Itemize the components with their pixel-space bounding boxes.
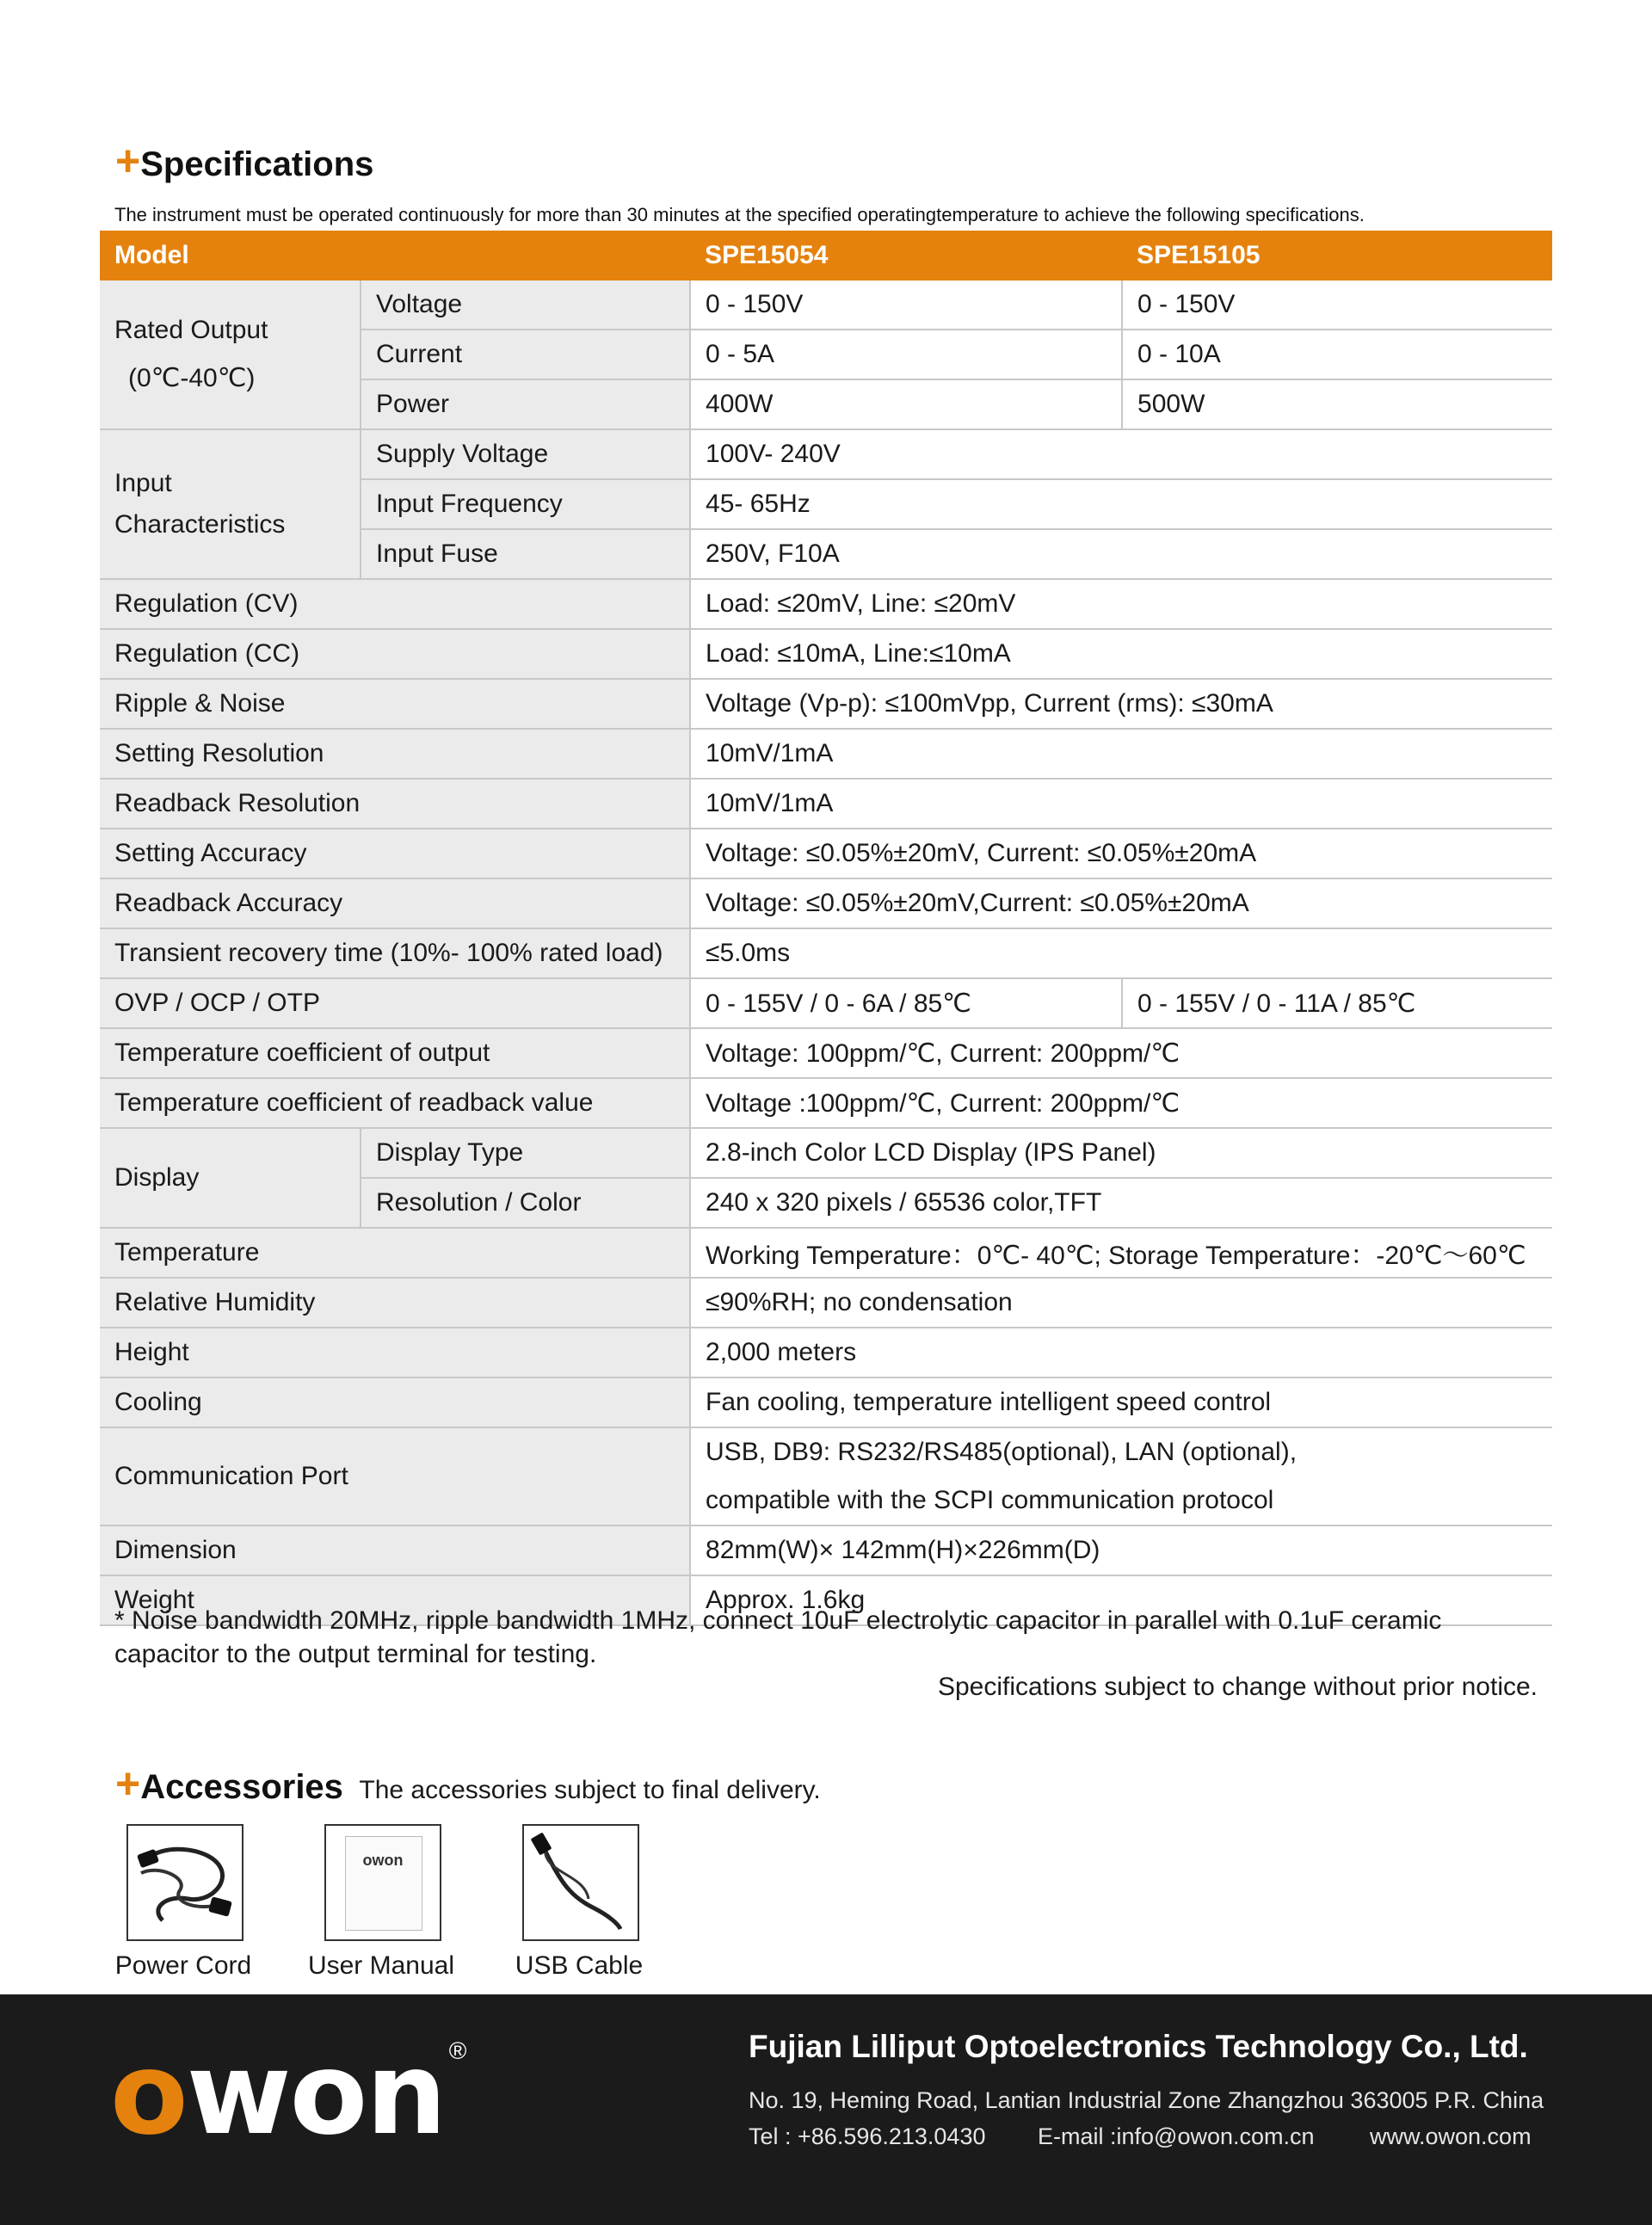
table-row <box>100 1378 1552 1427</box>
table-row <box>100 1328 1552 1378</box>
row-value: ≤90%RH; no condensation <box>690 1278 1552 1328</box>
table-header-row <box>100 231 1552 280</box>
owon-logo-text: owon <box>110 2028 446 2160</box>
row-label: Temperature <box>100 1228 690 1278</box>
supply-voltage-label: Supply Voltage <box>361 429 690 479</box>
input-fuse-label: Input Fuse <box>361 529 690 579</box>
voltage-value-1: 0 - 150V <box>690 280 1122 330</box>
row-label: Temperature coefficient of readback value <box>100 1078 690 1128</box>
rated-output-label-line2: (0℃-40℃) <box>128 364 256 392</box>
row-label: Temperature coefficient of output <box>100 1028 690 1078</box>
header-model-1: SPE15054 <box>690 231 1122 280</box>
specs-heading <box>115 136 373 186</box>
input-frequency-value: 45- 65Hz <box>690 479 1552 529</box>
company-address: No. 19, Heming Road, Lantian Industrial Zone Zhangzhou 363005 P.R. China <box>749 2087 1544 2113</box>
current-value-1: 0 - 5A <box>690 330 1122 379</box>
row-value: Load: ≤20mV, Line: ≤20mV <box>690 579 1552 629</box>
header-model: Model <box>100 231 690 280</box>
protection-value-1: 0 - 155V / 0 - 6A / 85℃ <box>690 978 1122 1028</box>
voltage-label: Voltage <box>361 280 690 330</box>
table-row <box>100 829 1552 878</box>
rated-output-label-line1: Rated Output <box>114 316 268 344</box>
table-row <box>100 629 1552 679</box>
row-value: 2,000 meters <box>690 1328 1552 1378</box>
specs-note: The instrument must be operated continuously for more than 30 minutes at the specified operatingtemperature to achieve the following specifications. <box>114 204 1365 225</box>
input-label <box>100 429 361 579</box>
user-manual-icon <box>324 1824 441 1941</box>
table-row <box>100 1028 1552 1078</box>
row-label: Readback Accuracy <box>100 878 690 928</box>
row-label: Dimension <box>100 1525 690 1575</box>
table-row <box>100 729 1552 779</box>
plus-icon: + <box>115 1760 141 1808</box>
table-row <box>100 429 1552 479</box>
input-frequency-label: Input Frequency <box>361 479 690 529</box>
voltage-value-2: 0 - 150V <box>1122 280 1552 330</box>
row-label: Weight <box>100 1575 690 1625</box>
row-label: Setting Accuracy <box>100 829 690 878</box>
owon-logo <box>110 2028 467 2160</box>
table-row <box>100 1427 1552 1525</box>
power-cord-icon <box>126 1824 243 1941</box>
row-label: Ripple & Noise <box>100 679 690 729</box>
footnote: * Noise bandwidth 20MHz, ripple bandwidth 1MHz, connect 10uF electrolytic capacitor in parallel with 0.1uF ceramic capacitor to the output terminal for testing. <box>114 1606 1442 1668</box>
table-row <box>100 1278 1552 1328</box>
protection-label: OVP / OCP / OTP <box>100 978 690 1028</box>
row-value: Working Temperature：0℃- 40℃; Storage Temperature：-20℃～60℃ <box>690 1228 1552 1278</box>
row-label: Cooling <box>100 1378 690 1427</box>
table-row <box>100 579 1552 629</box>
input-label-line2: Characteristics <box>114 510 286 539</box>
row-value: Voltage: 100ppm/℃, Current: 200ppm/℃ <box>690 1028 1552 1078</box>
table-row <box>100 878 1552 928</box>
row-value: Voltage: ≤0.05%±20mV, Current: ≤0.05%±20mA <box>690 829 1552 878</box>
header-model-2: SPE15105 <box>1122 231 1552 280</box>
input-label-line1: Input <box>114 469 172 497</box>
communication-line1: USB, DB9: RS232/RS485(optional), LAN (optional), <box>706 1438 1298 1466</box>
company-website[interactable]: www.owon.com <box>1370 2123 1532 2149</box>
row-label: Readback Resolution <box>100 779 690 829</box>
row-value: ≤5.0ms <box>690 928 1552 978</box>
table-row <box>100 1228 1552 1278</box>
table-row <box>100 1078 1552 1128</box>
accessory-label: User Manual <box>307 1951 455 1980</box>
usb-cable-icon <box>522 1824 639 1941</box>
registered-icon: ® <box>448 2037 467 2064</box>
row-label: Setting Resolution <box>100 729 690 779</box>
footer <box>0 1994 1652 2225</box>
table-row <box>100 779 1552 829</box>
row-label: Height <box>100 1328 690 1378</box>
display-label: Display <box>100 1128 361 1228</box>
manual-logo: owon <box>362 1852 404 1869</box>
row-value: Approx. 1.6kg <box>690 1575 1552 1625</box>
rated-output-label <box>100 280 361 429</box>
specs-title: Specifications <box>140 145 374 183</box>
row-label: Regulation (CV) <box>100 579 690 629</box>
row-label: Regulation (CC) <box>100 629 690 679</box>
supply-voltage-value: 100V- 240V <box>690 429 1552 479</box>
company-email[interactable]: E-mail :info@owon.com.cn <box>1038 2123 1315 2149</box>
accessories-title: Accessories <box>140 1768 343 1806</box>
communication-line2: compatible with the SCPI communication protocol <box>706 1486 1274 1514</box>
power-value-2: 500W <box>1122 379 1552 429</box>
row-value: Voltage (Vp-p): ≤100mVpp, Current (rms): ≤30mA <box>690 679 1552 729</box>
communication-label: Communication Port <box>100 1427 690 1525</box>
spec-table <box>100 231 1552 1626</box>
table-row <box>100 1525 1552 1575</box>
protection-value-2: 0 - 155V / 0 - 11A / 85℃ <box>1122 978 1552 1028</box>
row-value: Load: ≤10mA, Line:≤10mA <box>690 629 1552 679</box>
display-type-value: 2.8-inch Color LCD Display (IPS Panel) <box>690 1128 1552 1178</box>
row-value: 82mm(W)× 142mm(H)×226mm(D) <box>690 1525 1552 1575</box>
accessories-subtitle: The accessories subject to final delivery. <box>359 1776 821 1804</box>
company-tel: Tel : +86.596.213.0430 <box>749 2123 986 2149</box>
current-label: Current <box>361 330 690 379</box>
communication-value <box>690 1427 1552 1525</box>
table-row <box>100 1128 1552 1178</box>
display-resolution-value: 240 x 320 pixels / 65536 color,TFT <box>690 1178 1552 1228</box>
display-resolution-label: Resolution / Color <box>361 1178 690 1228</box>
row-value: 10mV/1mA <box>690 729 1552 779</box>
row-label: Transient recovery time (10%- 100% rated load) <box>100 928 690 978</box>
input-fuse-value: 250V, F10A <box>690 529 1552 579</box>
plus-icon: + <box>115 137 141 185</box>
power-value-1: 400W <box>690 379 1122 429</box>
accessories-heading <box>115 1759 821 1809</box>
accessory-label: USB Cable <box>515 1951 644 1980</box>
row-label: Relative Humidity <box>100 1278 690 1328</box>
table-row <box>100 978 1552 1028</box>
table-row <box>100 280 1552 330</box>
row-value: 10mV/1mA <box>690 779 1552 829</box>
company-name: Fujian Lilliput Optoelectronics Technology Co., Ltd. <box>749 2029 1528 2064</box>
row-value: Voltage: ≤0.05%±20mV,Current: ≤0.05%±20mA <box>690 878 1552 928</box>
table-row <box>100 679 1552 729</box>
table-row <box>100 928 1552 978</box>
row-value: Fan cooling, temperature intelligent speed control <box>690 1378 1552 1427</box>
display-type-label: Display Type <box>361 1128 690 1178</box>
spec-notice: Specifications subject to change without prior notice. <box>937 1673 1538 1701</box>
current-value-2: 0 - 10A <box>1122 330 1552 379</box>
accessory-label: Power Cord <box>114 1951 252 1980</box>
row-value: Voltage :100ppm/℃, Current: 200ppm/℃ <box>690 1078 1552 1128</box>
power-label: Power <box>361 379 690 429</box>
